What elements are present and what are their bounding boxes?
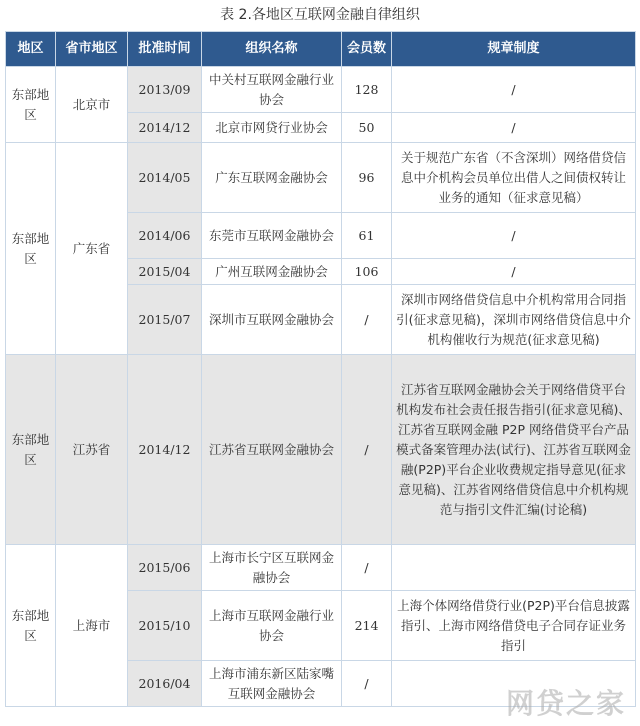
org-cell: 江苏省互联网金融协会	[202, 355, 342, 545]
org-cell: 广东互联网金融协会	[202, 143, 342, 213]
rules-cell: /	[392, 67, 636, 113]
members-cell: /	[342, 661, 392, 707]
date-cell: 2015/06	[128, 545, 202, 591]
rules-cell: /	[392, 259, 636, 285]
org-cell: 上海市互联网金融行业协会	[202, 591, 342, 661]
date-cell: 2013/09	[128, 67, 202, 113]
header-members: 会员数	[342, 32, 392, 67]
region-cell: 东部地区	[6, 355, 56, 545]
members-cell: 96	[342, 143, 392, 213]
table-row	[6, 545, 636, 591]
province-cell: 上海市	[56, 545, 128, 707]
province-cell: 广东省	[56, 143, 128, 355]
date-cell: 2015/04	[128, 259, 202, 285]
province-cell: 江苏省	[56, 355, 128, 545]
date-cell: 2014/12	[128, 355, 202, 545]
table-row	[6, 355, 636, 545]
rules-cell	[392, 545, 636, 591]
watermark-logo: 网贷之家	[505, 687, 626, 720]
date-cell: 2015/10	[128, 591, 202, 661]
header-date: 批准时间	[128, 32, 202, 67]
members-cell: 106	[342, 259, 392, 285]
self-regulatory-org-table	[5, 31, 636, 707]
rules-cell: /	[392, 113, 636, 143]
rules-cell: 江苏省互联网金融协会关于网络借贷平台机构发布社会责任报告指引(征求意见稿)、江苏省互联网金融 P2P 网络借贷平台产品模式备案管理办法(试行)、江苏省互联网金融(P2P)平台企业收费规定指导意见(征求意见稿)、江苏省网络借贷信息中介机构规范与指引文件汇编(讨论稿)	[392, 355, 636, 545]
org-cell: 北京市网贷行业协会	[202, 113, 342, 143]
region-cell: 东部地区	[6, 143, 56, 355]
date-cell: 2015/07	[128, 285, 202, 355]
members-cell: /	[342, 285, 392, 355]
table-row	[6, 67, 636, 113]
region-cell: 东部地区	[6, 67, 56, 143]
members-cell: 128	[342, 67, 392, 113]
rules-cell: /	[392, 213, 636, 259]
rules-cell: 上海个体网络借贷行业(P2P)平台信息披露指引、上海市网络借贷电子合同存证业务指引	[392, 591, 636, 661]
table-header-row	[6, 32, 636, 67]
date-cell: 2016/04	[128, 661, 202, 707]
members-cell: 61	[342, 213, 392, 259]
date-cell: 2014/06	[128, 213, 202, 259]
table-row	[6, 143, 636, 213]
header-region: 地区	[6, 32, 56, 67]
table-caption: 表 2.各地区互联网金融自律组织	[220, 7, 420, 23]
members-cell: 50	[342, 113, 392, 143]
members-cell: /	[342, 355, 392, 545]
rules-cell: 深圳市网络借贷信息中介机构常用合同指引(征求意见稿)，深圳市网络借贷信息中介机构催收行为规范(征求意见稿)	[392, 285, 636, 355]
date-cell: 2014/12	[128, 113, 202, 143]
header-rules: 规章制度	[392, 32, 636, 67]
header-org: 组织名称	[202, 32, 342, 67]
members-cell: 214	[342, 591, 392, 661]
org-cell: 中关村互联网金融行业协会	[202, 67, 342, 113]
org-cell: 广州互联网金融协会	[202, 259, 342, 285]
members-cell: /	[342, 545, 392, 591]
rules-cell: 关于规范广东省（不含深圳）网络借贷信息中介机构会员单位出借人之间债权转让业务的通知（征求意见稿）	[392, 143, 636, 213]
org-cell: 上海市浦东新区陆家嘴互联网金融协会	[202, 661, 342, 707]
org-cell: 深圳市互联网金融协会	[202, 285, 342, 355]
org-cell: 东莞市互联网金融协会	[202, 213, 342, 259]
region-cell: 东部地区	[6, 545, 56, 707]
header-province: 省市地区	[56, 32, 128, 67]
date-cell: 2014/05	[128, 143, 202, 213]
org-cell: 上海市长宁区互联网金融协会	[202, 545, 342, 591]
province-cell: 北京市	[56, 67, 128, 143]
